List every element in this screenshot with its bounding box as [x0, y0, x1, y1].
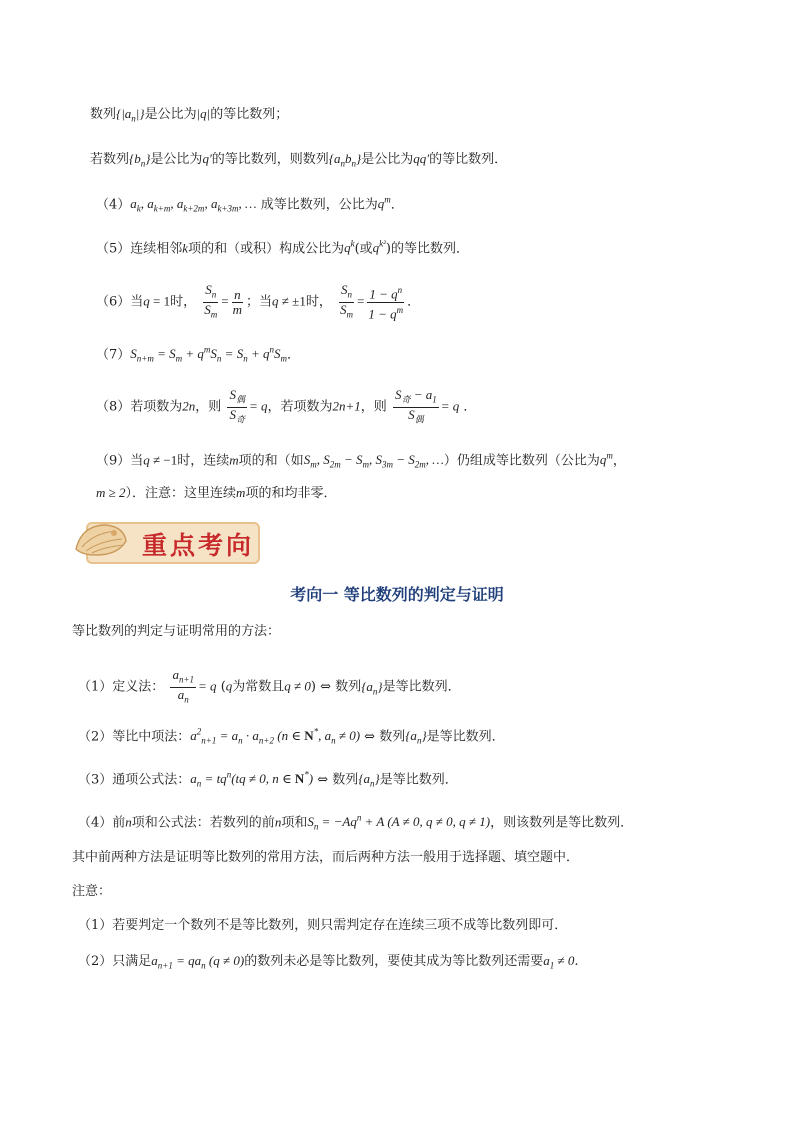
method-definition: （1）定义法： $\frac{a_{n+1}}{a_n}$ = q (q为常数且q ≠ 0) ⇔ 数列$\{a_n\}$是等比数列． — [78, 667, 461, 705]
property-item-6: （6）当q = 1时， $\frac{S_n}{S_m}$ = $\frac{n}{m}$ ；当q ≠ ±1时， $\frac{S_n}{S_m}$ = $\frac{1 - q^n}{1 - q^m}$ ． — [96, 282, 421, 321]
methods-summary: 其中前两种方法是证明等比数列的常用方法，而后两种方法一般用于选择题、填空题中． — [72, 850, 580, 865]
property-item-4: $(4)a_k$, $a_{k+m}$, $a_{k+2m}$, $a_{k+3m}$, … 成等比数列，公比为$q^m$． — [96, 195, 404, 214]
seashell-icon — [72, 519, 130, 559]
line-abs-ratio: 数列$\{|a_n|\}$是公比为|q|的等比数列； — [90, 106, 289, 124]
note-2: （2）只满足$a_{n+1} = qa_n$ (q ≠ 0)的数列未必是等比数列，要使其成为等比数列还需要$a_1 \ne 0$. — [78, 953, 579, 971]
property-item-9: （9）当q ≠ −1时，连续m项的和（如$S_m$, $S_{2m} - S_m$, $S_{3m} - S_{2m}$, …）仍组成等比数列（公比为$q^m$， — [96, 451, 626, 470]
property-item-5: （5）连续相邻k项的和（或积）构成公比为$q^k$(或$q^{k^2}$)的等比数列． — [96, 239, 469, 257]
badge-label: 重点考向 — [142, 531, 255, 560]
section-title: 考向一 等比数列的判定与证明 — [290, 585, 504, 604]
method-geometric-mean: （2）等比中项法：$a^2_{n+1} = a_n \cdot a_{n+2}$ (n ∈ N*, $a_n \ne 0$) ⇔ 数列$\{a_n\}$是等比数列． — [78, 727, 505, 746]
note-1: （1）若要判定一个数列不是等比数列，则只需判定存在连续三项不成等比数列即可． — [78, 918, 568, 933]
property-item-7: $(7)S_{n+m} = S_m + q^mS_n = S_n + q^nS_m$． — [96, 345, 300, 364]
line-product-sequence: 若数列$\{b_n\}$是公比为q′的等比数列，则数列$\{a_nb_n\}$是公比为qq′的等比数列． — [90, 151, 508, 169]
property-item-9-cont: m ≥ 2）．注意：这里连续m项的和均非零． — [96, 485, 337, 501]
note-label: 注意： — [72, 884, 112, 899]
methods-intro: 等比数列的判定与证明常用的方法： — [72, 624, 281, 639]
method-general-term: （3）通项公式法：$a_n = tq^n(tq \ne 0$, n ∈ N*) ⇔ 数列$\{a_n\}$是等比数列． — [78, 770, 458, 789]
method-partial-sum: （4）前n项和公式法：若数列的前n项和$S_n = -Aq^n + A$ (A ≠ 0, q ≠ 0, q ≠ 1)，则该数列是等比数列． — [78, 813, 634, 832]
property-item-8: （8）若项数为2n，则 $\frac{S_偶}{S_奇}$ = q，若项数为2n+1，则 $\frac{S_奇 - a_1}{S_偶}$ = q ． — [96, 387, 477, 425]
section-badge — [72, 517, 258, 563]
